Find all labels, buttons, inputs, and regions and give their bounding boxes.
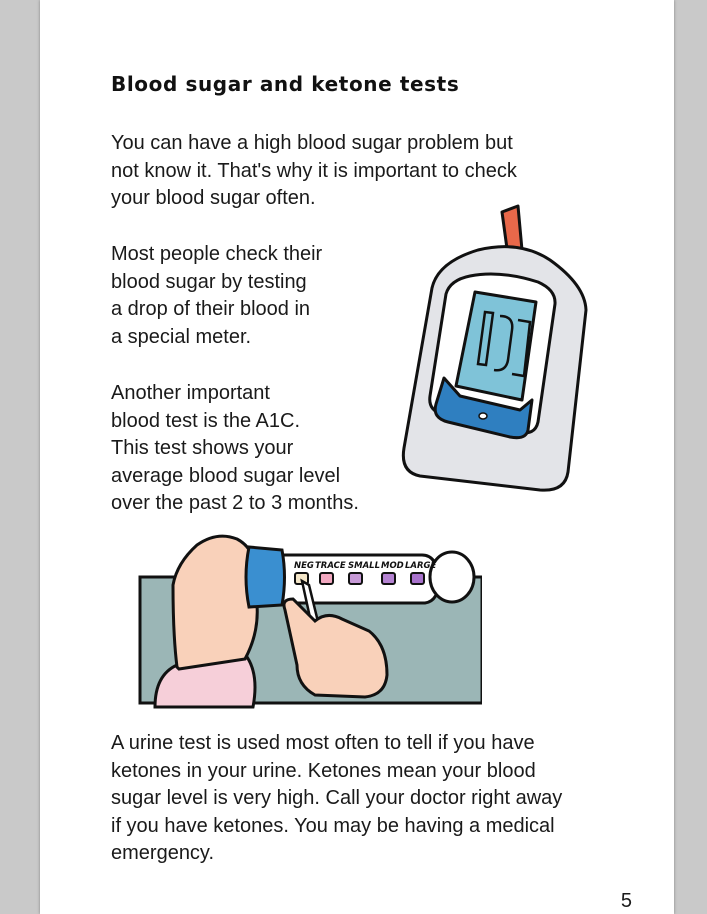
strip-label-trace: TRACE	[315, 561, 346, 571]
text-line: your blood sugar often.	[111, 187, 316, 209]
strip-label-large: LARGE	[405, 561, 437, 571]
strip-label-neg: NEG	[294, 561, 314, 571]
text-line: if you have ketones. You may be having a medical	[111, 814, 555, 837]
text-line: emergency.	[111, 842, 215, 864]
paragraph-a1c	[111, 380, 359, 518]
document-page	[40, 0, 674, 914]
text-line: average blood sugar level	[111, 464, 341, 487]
color-swatch-small	[349, 573, 362, 584]
color-swatch-large	[411, 573, 424, 584]
tube-end	[430, 552, 474, 602]
text-line: over the past 2 to 3 months.	[111, 492, 359, 514]
paragraph-urine	[111, 730, 562, 868]
text-line: blood sugar by testing	[111, 270, 307, 293]
text-line: a special meter.	[111, 325, 252, 348]
strip-label-mod: MOD	[381, 561, 404, 571]
meter-display-value: 108	[500, 348, 502, 349]
page-title: Blood sugar and ketone tests	[111, 72, 460, 96]
strip-label-small: SMALL	[348, 561, 380, 571]
text-line: This test shows your	[111, 437, 294, 459]
text-line: ketones in your urine. Ketones mean your blood	[111, 759, 536, 782]
tube-cap	[246, 547, 285, 607]
text-line: sugar level is very high. Call your doctor right away	[111, 787, 563, 809]
paragraph-meter	[111, 241, 322, 351]
page-number: 5	[620, 890, 632, 912]
text-line: A urine test is used most often to tell if you have	[111, 732, 535, 754]
urine-test-illustration	[137, 525, 482, 710]
color-swatch-trace	[320, 573, 333, 584]
color-swatch-mod	[382, 573, 395, 584]
left-hand	[173, 536, 257, 669]
text-line: not know it. That's why it is important to check	[111, 159, 517, 182]
text-line: a drop of their blood in	[111, 298, 311, 320]
meter-button-icon	[479, 413, 487, 419]
text-line: You can have a high blood sugar problem but	[111, 132, 513, 154]
text-line: blood test is the A1C.	[111, 409, 301, 432]
text-line: Most people check their	[111, 243, 323, 265]
text-line: Another important	[111, 382, 270, 404]
glucose-meter-illustration	[360, 200, 610, 500]
